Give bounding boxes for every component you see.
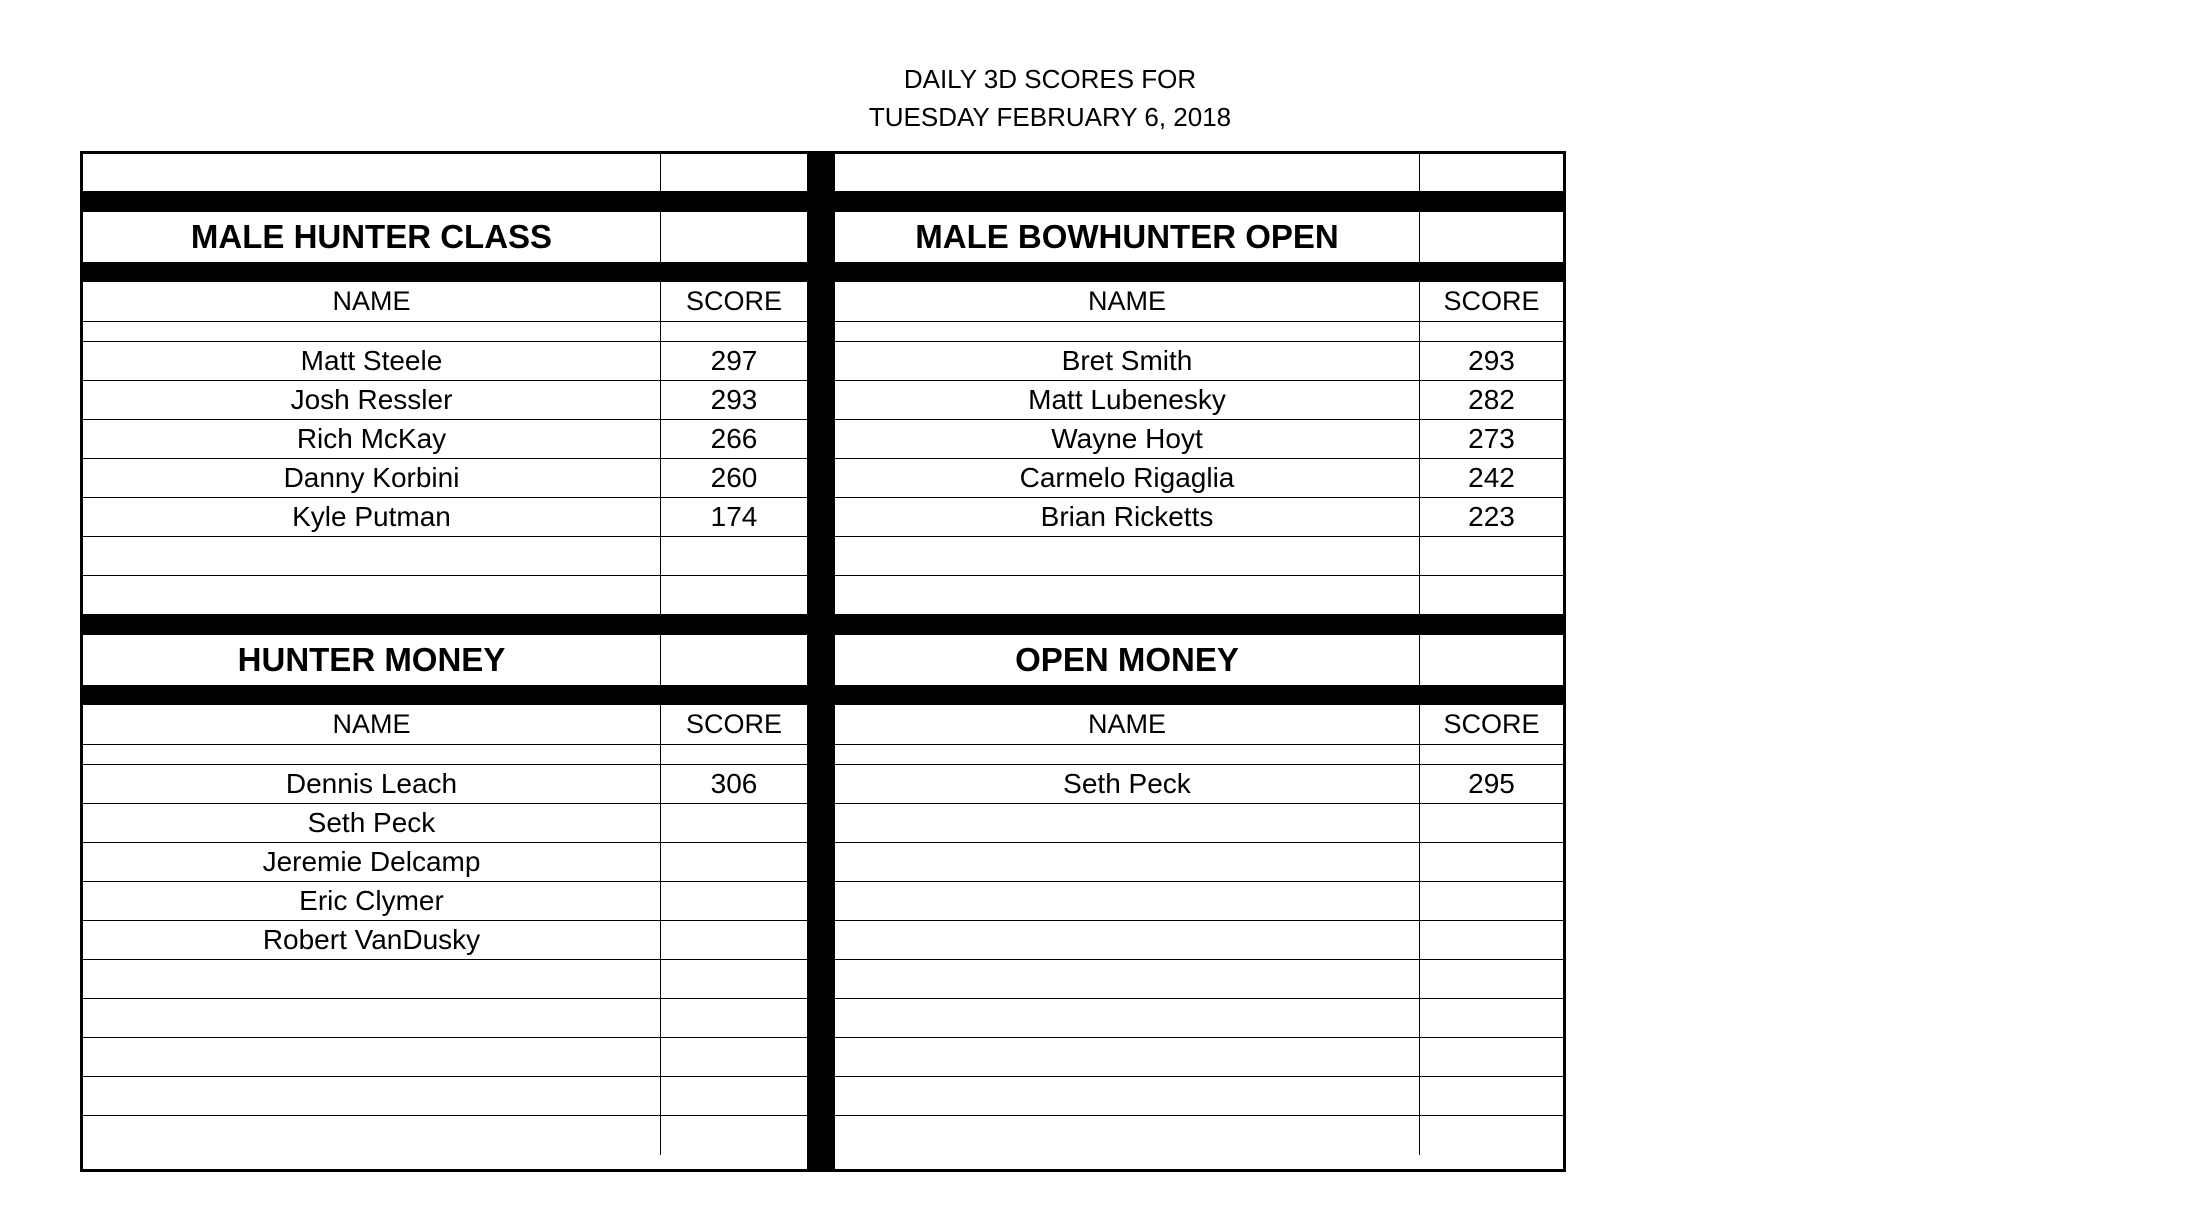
center-divider <box>807 154 835 1169</box>
table-row <box>83 921 807 960</box>
score-cell <box>1419 882 1563 920</box>
name-cell <box>835 1077 1419 1115</box>
score-cell: 293 <box>660 381 807 419</box>
blank-cell <box>1419 212 1563 262</box>
separator-bar <box>83 615 807 635</box>
score-cell: 260 <box>660 459 807 497</box>
bar-cell <box>835 685 1419 705</box>
table-row <box>83 537 807 576</box>
blank-cell <box>835 745 1419 764</box>
score-cell <box>1419 960 1563 998</box>
name-cell <box>83 999 660 1037</box>
blank-cell <box>660 745 807 764</box>
table-row <box>835 1077 1563 1116</box>
name-cell <box>83 1077 660 1115</box>
bar-cell <box>1419 615 1563 635</box>
table-row <box>83 1038 807 1077</box>
blank-cell <box>1419 745 1563 764</box>
blank-cell <box>660 322 807 341</box>
table-row <box>83 765 807 804</box>
separator-bar <box>835 615 1563 635</box>
bar-cell <box>835 615 1419 635</box>
blank-cell <box>660 635 807 685</box>
name-cell <box>83 960 660 998</box>
table-row <box>83 381 807 420</box>
separator-bar <box>835 685 1563 705</box>
table-row <box>835 420 1563 459</box>
score-sheet <box>80 151 1566 1172</box>
section-title-row <box>83 212 807 262</box>
name-cell: Matt Lubenesky <box>1028 384 1226 415</box>
table-row <box>835 381 1563 420</box>
name-cell <box>83 1116 660 1155</box>
column-header-row <box>835 705 1563 745</box>
name-cell <box>83 576 660 614</box>
section-title: MALE HUNTER CLASS <box>190 218 553 255</box>
table-row <box>835 999 1563 1038</box>
name-cell <box>835 882 1419 920</box>
score-header: SCORE <box>660 282 807 321</box>
page-title-line-1: DAILY 3D SCORES FOR <box>903 64 1197 94</box>
separator-bar <box>835 192 1563 212</box>
bar-cell <box>1419 192 1563 212</box>
table-row <box>83 420 807 459</box>
table-row <box>835 960 1563 999</box>
table-row <box>835 342 1563 381</box>
spacer-row <box>83 745 807 765</box>
score-cell: 223 <box>1419 498 1563 536</box>
bar-cell <box>835 262 1419 282</box>
table-row <box>83 882 807 921</box>
score-cell: 273 <box>1419 420 1563 458</box>
name-cell <box>835 960 1419 998</box>
score-cell: 293 <box>1419 342 1563 380</box>
score-cell: 174 <box>660 498 807 536</box>
name-cell <box>835 576 1419 614</box>
blank-cell <box>1419 322 1563 341</box>
page-title <box>780 60 1320 136</box>
score-cell: 306 <box>660 765 807 803</box>
score-cell <box>1419 1077 1563 1115</box>
blank-cell <box>660 212 807 262</box>
bar-cell <box>835 192 1419 212</box>
name-cell: Rich McKay <box>296 423 447 454</box>
name-cell: Jeremie Delcamp <box>262 846 481 877</box>
separator-bar <box>83 262 807 282</box>
table-row <box>835 765 1563 804</box>
table-row <box>83 960 807 999</box>
name-cell: Wayne Hoyt <box>1051 423 1203 454</box>
score-cell: 297 <box>660 342 807 380</box>
blank-cell <box>1419 154 1563 191</box>
score-header: SCORE <box>1419 282 1563 321</box>
name-header: NAME <box>1087 286 1166 316</box>
bar-cell <box>660 685 807 705</box>
column-header-row <box>83 282 807 322</box>
table-row <box>83 804 807 843</box>
score-cell: 266 <box>660 420 807 458</box>
blank-row <box>835 154 1563 192</box>
table-row <box>835 882 1563 921</box>
name-cell: Seth Peck <box>1063 768 1191 799</box>
name-cell <box>83 1038 660 1076</box>
name-cell: Danny Korbini <box>283 462 460 493</box>
bar-cell <box>1419 685 1563 705</box>
name-cell: Carmelo Rigaglia <box>1019 462 1235 493</box>
score-header: SCORE <box>660 705 807 744</box>
bar-cell <box>83 262 660 282</box>
table-row <box>835 576 1563 615</box>
score-cell <box>1419 804 1563 842</box>
name-cell <box>835 921 1419 959</box>
table-row <box>835 459 1563 498</box>
name-cell: Brian Ricketts <box>1040 501 1214 532</box>
name-cell: Matt Steele <box>300 345 443 376</box>
column-header-row <box>83 705 807 745</box>
name-cell <box>835 804 1419 842</box>
score-cell: 282 <box>1419 381 1563 419</box>
score-cell <box>660 960 807 998</box>
table-row <box>83 843 807 882</box>
section-title-row <box>835 212 1563 262</box>
separator-bar <box>835 262 1563 282</box>
score-cell <box>660 882 807 920</box>
table-row <box>83 999 807 1038</box>
score-cell <box>660 999 807 1037</box>
name-cell <box>835 1116 1419 1155</box>
score-cell <box>660 1116 807 1155</box>
page-title-line-2: TUESDAY FEBRUARY 6, 2018 <box>868 102 1232 132</box>
score-cell <box>1419 537 1563 575</box>
spacer-row <box>835 322 1563 342</box>
blank-row <box>83 154 807 192</box>
column-header-row <box>835 282 1563 322</box>
name-cell: Robert VanDusky <box>262 924 481 955</box>
name-cell <box>835 537 1419 575</box>
score-cell <box>660 537 807 575</box>
name-cell: Kyle Putman <box>292 501 451 532</box>
score-cell <box>1419 843 1563 881</box>
table-row <box>83 576 807 615</box>
name-header: NAME <box>332 709 411 739</box>
name-cell: Bret Smith <box>1061 345 1193 376</box>
table-row <box>83 459 807 498</box>
table-row <box>835 804 1563 843</box>
blank-cell <box>83 745 660 764</box>
score-cell <box>660 843 807 881</box>
section-title: OPEN MONEY <box>1015 641 1239 678</box>
table-row <box>83 1077 807 1116</box>
score-cell <box>660 576 807 614</box>
separator-bar <box>83 192 807 212</box>
score-cell <box>660 1038 807 1076</box>
table-row <box>835 498 1563 537</box>
spacer-row <box>835 745 1563 765</box>
score-cell <box>660 1077 807 1115</box>
table-row <box>83 342 807 381</box>
name-cell: Seth Peck <box>307 807 436 838</box>
right-half <box>835 154 1563 1169</box>
score-header: SCORE <box>1419 705 1563 744</box>
table-row <box>83 1116 807 1155</box>
name-cell <box>835 843 1419 881</box>
score-cell <box>1419 1116 1563 1155</box>
table-row <box>835 921 1563 960</box>
name-cell: Dennis Leach <box>285 768 458 799</box>
separator-bar <box>83 685 807 705</box>
section-title-row <box>835 635 1563 685</box>
score-cell <box>1419 576 1563 614</box>
score-cell: 242 <box>1419 459 1563 497</box>
bar-cell <box>83 192 660 212</box>
blank-cell <box>83 154 660 191</box>
bar-cell <box>660 262 807 282</box>
blank-cell <box>835 154 1419 191</box>
score-cell <box>1419 1038 1563 1076</box>
name-header: NAME <box>332 286 411 316</box>
blank-cell <box>660 154 807 191</box>
score-cell: 295 <box>1419 765 1563 803</box>
blank-cell <box>835 322 1419 341</box>
bar-cell <box>83 615 660 635</box>
table-row <box>835 537 1563 576</box>
table-row <box>835 1038 1563 1077</box>
left-half <box>83 154 807 1169</box>
section-title-row <box>83 635 807 685</box>
blank-cell <box>1419 635 1563 685</box>
bar-cell <box>83 685 660 705</box>
section-title: HUNTER MONEY <box>237 641 506 678</box>
section-title: MALE BOWHUNTER OPEN <box>915 218 1339 255</box>
score-cell <box>1419 921 1563 959</box>
name-header: NAME <box>1087 709 1166 739</box>
name-cell <box>835 999 1419 1037</box>
score-cell <box>660 804 807 842</box>
table-row <box>835 1116 1563 1155</box>
table-row <box>835 843 1563 882</box>
bar-cell <box>1419 262 1563 282</box>
blank-cell <box>83 322 660 341</box>
spacer-row <box>83 322 807 342</box>
bar-cell <box>660 615 807 635</box>
name-cell <box>83 537 660 575</box>
name-cell <box>835 1038 1419 1076</box>
score-cell <box>1419 999 1563 1037</box>
table-row <box>83 498 807 537</box>
score-cell <box>660 921 807 959</box>
name-cell: Josh Ressler <box>290 384 453 415</box>
bar-cell <box>660 192 807 212</box>
name-cell: Eric Clymer <box>299 885 444 916</box>
